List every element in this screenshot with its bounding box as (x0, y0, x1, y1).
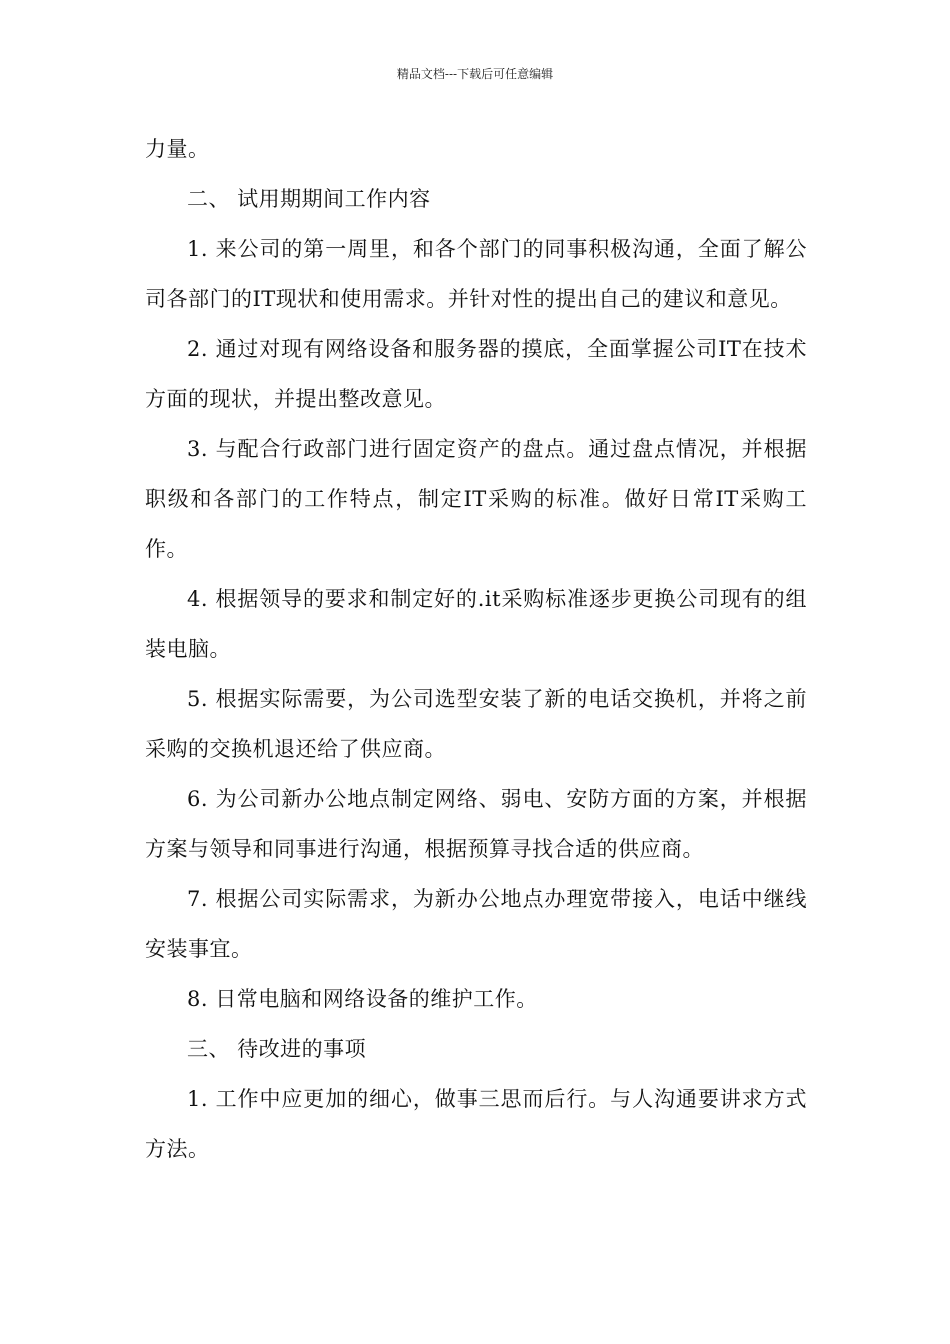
list-item-7: 7. 根据公司实际需求，为新办公地点办理宽带接入，电话中继线安装事宜。 (145, 887, 807, 961)
list-item-5: 5. 根据实际需要，为公司选型安装了新的电话交换机，并将之前采购的交换机退还给了供应商。 (145, 687, 807, 761)
section-heading-2: 二、 试用期期间工作内容 (187, 187, 431, 211)
list-item-2: 2. 通过对现有网络设备和服务器的摸底，全面掌握公司IT在技术方面的现状，并提出整改意见。 (145, 337, 807, 411)
paragraph-continuation: 力量。 (145, 137, 210, 161)
list-item-6: 6. 为公司新办公地点制定网络、弱电、安防方面的方案，并根据方案与领导和同事进行沟通，根据预算寻找合适的供应商。 (145, 787, 807, 861)
document-body (145, 124, 807, 1174)
list-item-3: 3. 与配合行政部门进行固定资产的盘点。通过盘点情况，并根据职级和各部门的工作特点，制定IT采购的标准。做好日常IT采购工作。 (145, 437, 807, 561)
list-item-8: 8. 日常电脑和网络设备的维护工作。 (187, 987, 538, 1011)
list-item-1: 1. 来公司的第一周里，和各个部门的同事积极沟通，全面了解公司各部门的IT现状和使用需求。并针对性的提出自己的建议和意见。 (145, 237, 807, 311)
list-item-4: 4. 根据领导的要求和制定好的.it采购标准逐步更换公司现有的组装电脑。 (145, 587, 807, 661)
page-header: 精品文档---下载后可任意编辑 (396, 67, 554, 81)
improvement-item-1: 1. 工作中应更加的细心，做事三思而后行。与人沟通要讲求方式方法。 (145, 1087, 807, 1161)
section-heading-3: 三、 待改进的事项 (187, 1037, 367, 1061)
